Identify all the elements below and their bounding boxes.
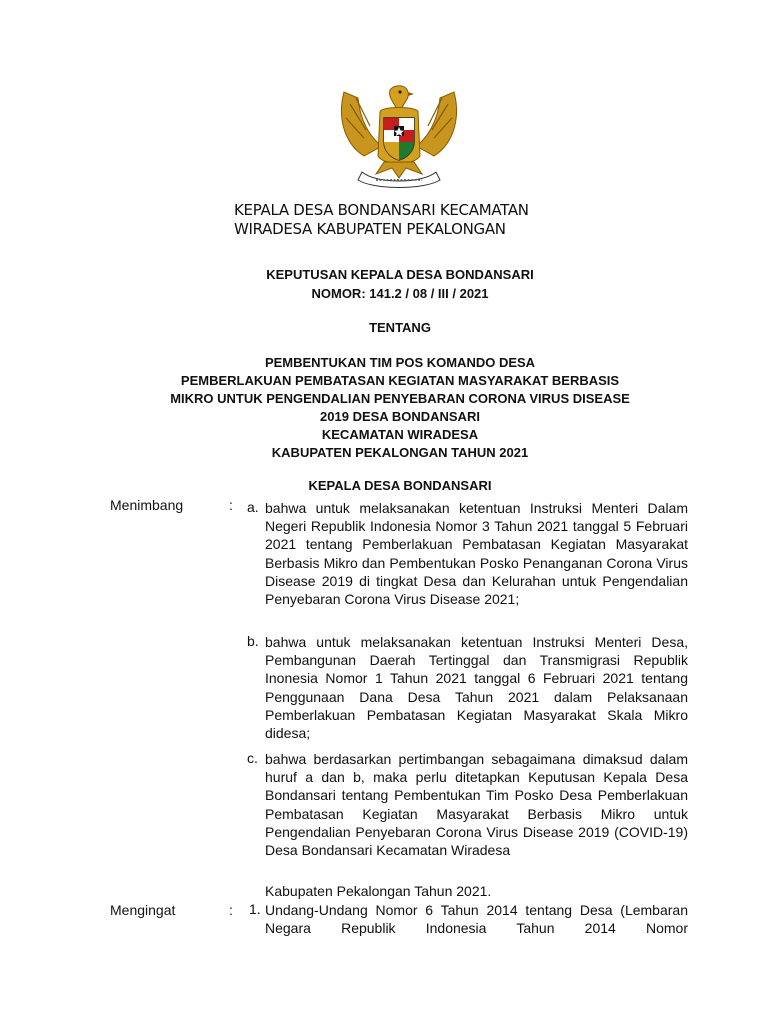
- decree-title: KEPUTUSAN KEPALA DESA BONDANSARI: [266, 267, 534, 282]
- considering-item-b: bahwa untuk melaksanakan ketentuan Instruksi Menteri Desa, Pembangunan Daerah Tertinggal dan Transmigrasi Republik Inonesia Nomor 1 Tahun 2021 tanggal 6 Februari 2021 tentang Penggunaan Dana Desa Tahun 2021 dalam Pelaksanaan Pemberlakuan Pembatasan Kegiatan Masyarakat Skala Mikro didesa;: [265, 634, 688, 742]
- decree-about: TENTANG: [369, 320, 431, 335]
- remembering-item-1: Undang-Undang Nomor 6 Tahun 2014 tentang Desa (Lembaran Negara Republik Indonesia Tahun 2014 Nomor: [265, 902, 688, 937]
- considering-item-c: bahwa berdasarkan pertimbangan sebagaimana dimaksud dalam huruf a dan b, maka perlu ditetapkan Keputusan Kepala Desa Bondansari tentang Pembentukan Tim Posko Desa Pemberlakuan Pembatasan Kegiatan Masyarakat Berbasis Mikro untuk Pengendalian Penyebaran Corona Virus Disease 2019 (COVID-19) Desa Bondansari Kecamatan Wiradesa: [265, 751, 688, 859]
- remembering-label: Mengingat: [110, 902, 176, 918]
- garuda-pancasila-emblem-icon: [336, 84, 462, 190]
- decree-subject-line: PEMBERLAKUAN PEMBATASAN KEGIATAN MASYARAKAT BERBASIS: [180, 373, 620, 388]
- list-item-marker: a.: [247, 499, 259, 515]
- decree-subject-line: KECAMATAN WIRADESA: [321, 427, 479, 442]
- considering-item-c-continuation: Kabupaten Pekalongan Tahun 2021.: [265, 883, 492, 899]
- institution-name-line-1: KEPALA DESA BONDANSARI KECAMATAN: [234, 201, 529, 219]
- decree-subject-line: 2019 DESA BONDANSARI: [320, 409, 480, 424]
- decree-subject-line: PEMBENTUKAN TIM POS KOMANDO DESA: [264, 355, 536, 370]
- considering-colon: :: [229, 497, 233, 513]
- decree-subject-line: MIKRO UNTUK PENGENDALIAN PENYEBARAN CORONA VIRUS DISEASE: [170, 391, 630, 406]
- remembering-colon: :: [229, 902, 233, 918]
- list-item-marker: 1.: [249, 901, 261, 917]
- decree-subject-line: KABUPATEN PEKALONGAN TAHUN 2021: [271, 445, 529, 460]
- institution-name-line-2: WIRADESA KABUPATEN PEKALONGAN: [234, 220, 506, 238]
- considering-item-a: bahwa untuk melaksanakan ketentuan Instruksi Menteri Dalam Negeri Republik Indonesia Nomor 3 Tahun 2021 tanggal 5 Februari 2021 tentang Pemberlakuan Pembatasan Kegiatan Masyarakat Berbasis Mikro dan Pembentukan Posko Penanganan Corona Virus Disease 2019 di tingkat Desa dan Kelurahan untuk Pengendalian Penyebaran Corona Virus Disease 2021;: [265, 500, 688, 608]
- decree-number: NOMOR: 141.2 / 08 / III / 2021: [311, 286, 489, 301]
- considering-label: Menimbang: [110, 497, 184, 513]
- decree-authority: KEPALA DESA BONDANSARI: [308, 478, 492, 493]
- list-item-marker: b.: [247, 633, 259, 649]
- list-item-marker: c.: [247, 750, 258, 766]
